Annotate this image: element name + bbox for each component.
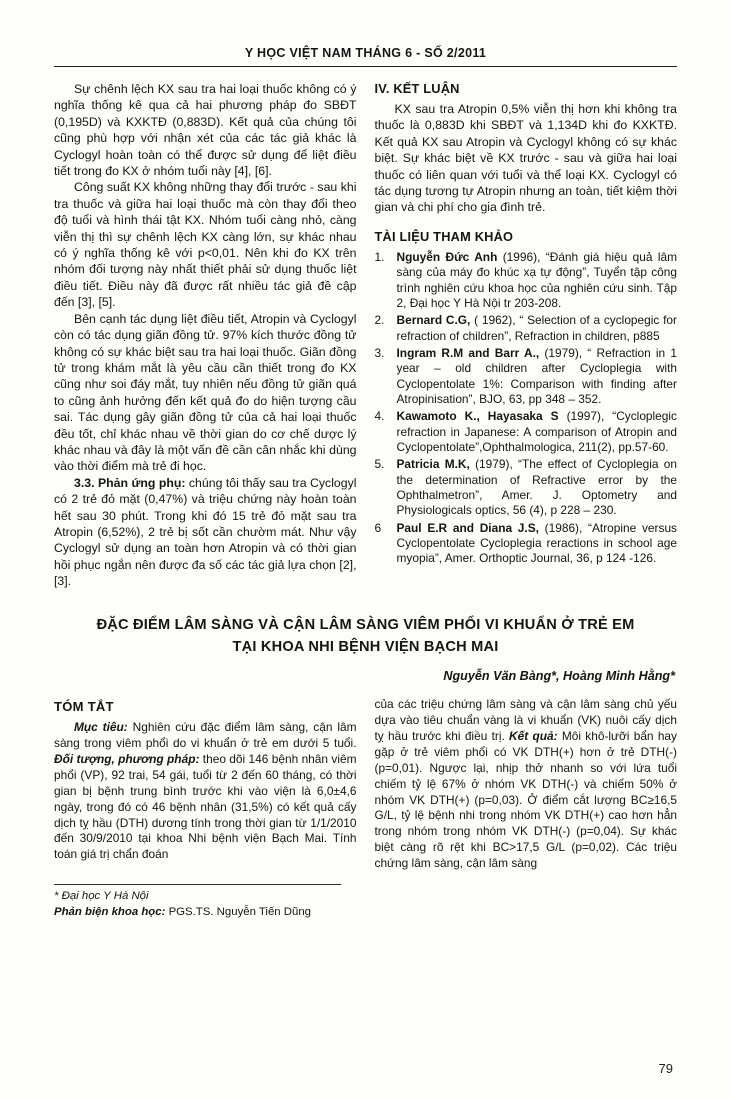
header-rule: [54, 66, 677, 67]
article2: [54, 614, 677, 922]
article2-title-line2: TẠI KHOA NHI BỆNH VIỆN BẠCH MAI: [232, 639, 499, 656]
abstract-left-column: [54, 697, 357, 872]
footnote: [54, 884, 341, 921]
article1-right-column: [375, 81, 678, 590]
reference-text: [397, 346, 678, 407]
reference-number: 2.: [374, 313, 385, 328]
paragraph-side-effects: [54, 475, 357, 590]
journal-header: Y HỌC VIỆT NAM THÁNG 6 - SỐ 2/2011: [244, 46, 487, 60]
reference-number: 1.: [374, 249, 385, 264]
article2-authors: Nguyễn Văn Bàng*, Hoàng Minh Hằng*: [443, 668, 675, 683]
reference-item: [375, 521, 678, 567]
reference-item: [375, 313, 678, 344]
abstract-left-text: Mục tiêu: Nghiên cứu đặc điểm lâm sàng, cận lâm sàng trong viêm phổi do vi khuẩn ở trẻ em dưới 5 tuổi. Đối tượng, phương pháp: theo dõi 146 bệnh nhân viêm phổi (VP), 92 trai, 54 gái, tuổi từ 2 đến 60 tháng, có thời gian bị bệnh trung bình trước khi vào viện là 6,0±4,6 ngày, trong đó có 46 bệnh nhân (31,5%) có kết quả cấy dịch tỵ hầu (DTH) dương tính trong thời gian từ 1/1/2010 đến 30/9/2010 tại khoa Nhi bệnh viện Bạch Mai. Tính toán giá trị chẩn đoán: [54, 719, 357, 862]
footnote-affiliation: * Đại học Y Hà Nội: [54, 890, 149, 903]
reference-number: 3.: [374, 345, 385, 360]
reference-rest: (1979), “The effect of Cycloplegia on the determination of Refractive error by the Ophthalmetron”, Amer. J. Optometry and Physiologicals optics, 56 (4), p 228 – 230.: [396, 457, 677, 518]
reference-author: Ingram R.M and Barr A.,: [396, 345, 540, 360]
reference-number: 4.: [374, 409, 385, 424]
references-heading: TÀI LIỆU THAM KHẢO: [374, 228, 514, 244]
abstract-right-column: [375, 697, 678, 872]
article2-title-line1: ĐẶC ĐIỂM LÂM SÀNG VÀ CẬN LÂM SÀNG VIÊM PHỔI VI KHUẨN Ở TRẺ EM: [96, 616, 635, 633]
footnote-reviewer: Phản biện khoa học: PGS.TS. Nguyễn Tiến Dũng: [54, 906, 312, 919]
reference-author: Paul E.R and Diana J.S,: [396, 520, 539, 535]
conclusion-text: KX sau tra Atropin 0,5% viễn thị hơn khi không tra thuốc là 0,883D khi SBĐT và 1,134D khi đo KXKTĐ. Kết quả KX sau Atropin và Cyclogyl không có sự khác biệt. Sự khác biệt về KX trước - sau và giữa hai loại thuốc có liên quan với tuổi và thể loại KX. Cyclogyl có tác dụng tương tự Atropin nhưng an toàn, tiết kiệm thời gian và chi phí cho gia đình trẻ.: [374, 102, 677, 215]
reference-rest: ( 1962), “ Selection of a cyclopegic for refraction of children”, Refraction in children, p885: [396, 313, 678, 343]
reference-rest: (1986), “Atropine versus Cyclopentolate Cycloplegia reractions in school age myopia”, Amer. Orthoptic Journal, 36, p 124 -126.: [396, 520, 677, 566]
article1-left-column: [54, 81, 357, 590]
reference-rest: (1996), “Đánh giá hiệu quả lâm sàng của máy đo khúc xạ tự động”, Tuyển tập công trình nghiên cứu khoa học của nghiên cứu sinh. Tập 2, Đại học Y Hà Nội tr 203-208.: [396, 249, 677, 310]
article2-title: [54, 614, 677, 659]
reference-rest: (1997), “Cycloplegic refraction in Japanese: A comparison of Atropin and Cyclopentolate”,Ophthalmologica, 211(2), pp.57-60.: [396, 409, 677, 454]
reference-item: [375, 250, 678, 311]
reference-text: [397, 521, 678, 567]
reference-text: [397, 457, 678, 518]
reference-item: [375, 346, 678, 407]
reference-text: [397, 250, 678, 311]
reference-rest: (1979), “ Refraction in 1 year – old children after Cycloplegia with Cyclopentolate 1%: Comparison with finding after Atropinisation”, BJO, 63, pp 348 – 352.: [396, 345, 677, 406]
abstract-heading: TÓM TẮT: [54, 698, 114, 714]
article1-columns: [54, 81, 677, 590]
reference-author: Patricia M.K,: [396, 457, 470, 472]
paragraph: Công suất KX không những thay đổi trước - sau khi tra thuốc và giữa hai loại thuốc mà còn thay đổi theo độ tuổi và hình thái tật KX. Nhóm tuổi càng nhỏ, càng viễn thị thì sự chênh lệch KX càng lớn, sự khác nhau có ý nghĩa thống kê với p<0,01. Nên khi đo KX trên nhóm đối tượng này nhất thiết phải sử dụng thuốc liệt điều tiết. Điều này đã được rất nhiều tác giả đề cập đến [3], [5].: [54, 180, 357, 310]
abstract-right-text: của các triệu chứng lâm sàng và cận lâm sàng chủ yếu dựa vào tiêu chuẩn vàng là vi khuẩn (VK) nuôi cấy dịch tỵ hầu trước khi điều trị. Kết quả: Môi khô-lưỡi bẩn hay gặp ở trẻ viêm phổi có VK DTH(+) hơn ở trẻ DTH(-) (p=0,01). Ngược lại, nhịp thở nhanh so với lứa tuổi chiếm tỷ lệ 67% ở nhóm VK DTH(-) và chiếm 50% ở nhóm VK DTH(+) (p=0,03). Ở điểm cắt lượng BC≥16,5 G/L, tỷ lệ bệnh nhi trong nhóm VK DTH(+) cao hơn hẳn trong nhóm trong nhóm VK DTH(-) (p=0,04). Sự khác biệt càng rõ rệt khi BC>17,5 G/L (p=0,02). Các triệu chứng lâm sàng, cận lâm sàng: [374, 696, 677, 871]
paragraph: Bên cạnh tác dụng liệt điều tiết, Atropin và Cyclogyl còn có tác dụng giãn đồng tử. 97% kích thước đồng tử không có sự khác biệt sau tra hai loại thuốc. Giãn đồng tử trong khám mắt là yêu cầu cần thiết trong đo KX cũng như soi đáy mắt, tuy nhiên nếu đồng tử giãn quá to cũng ảnh hưởng đến kết quả đo do hiện tượng cầu sai. Tác dụng gây giãn đồng tử của cả hai loại thuốc đều tốt, chỉ khác nhau về thời gian do cơ chế dược lý khác nhau và đây là một vấn đề cần cân nhắc khi dùng vào thời điểm mà trẻ đi học.: [54, 311, 357, 474]
reference-text: [397, 313, 678, 344]
reference-author: Kawamoto K., Hayasaka S: [396, 409, 559, 424]
page-number: 79: [658, 1061, 673, 1076]
article2-columns: [54, 697, 677, 872]
paragraph: Sự chênh lệch KX sau tra hai loại thuốc không có ý nghĩa thống kê qua cả hai phương pháp đo SBĐT (0,195D) và KXKTĐ (0,883D). Kết quả của chúng tôi cũng phù hợp với nhận xét của các tác giả khác là Cyclogyl hoàn toàn có thể được sử dụng để liệt điều tiết trong đo KX ở nhóm tuổi này [4], [6].: [54, 82, 357, 179]
reference-number: 5.: [374, 457, 385, 472]
side-effects-text: chúng tôi thấy sau tra Cyclogyl có 2 trẻ đỏ mặt (0,47%) và triệu chứng này hoàn toàn hết sau 30 phút. Trong khi đó 15 trẻ đỏ mặt sau tra Atropin (6,52%), 2 trẻ bị sốt cần chườm mát. Như vậy Cyclogyl sử dụng an toàn hơn Atropin và có thời gian hồi phục ngắn nên được đa số các tác giả lựa chọn [2], [3].: [54, 475, 357, 589]
reference-number: 6: [374, 520, 382, 535]
reference-item: [375, 409, 678, 455]
reference-text: [397, 409, 678, 455]
conclusion-heading: IV. KẾT LUẬN: [374, 81, 460, 96]
reference-author: Bernard C.G,: [396, 313, 471, 328]
side-effects-lead: 3.3. Phản ứng phụ:: [74, 475, 186, 490]
reference-item: [375, 457, 678, 518]
reference-author: Nguyễn Đức Anh: [396, 249, 498, 264]
